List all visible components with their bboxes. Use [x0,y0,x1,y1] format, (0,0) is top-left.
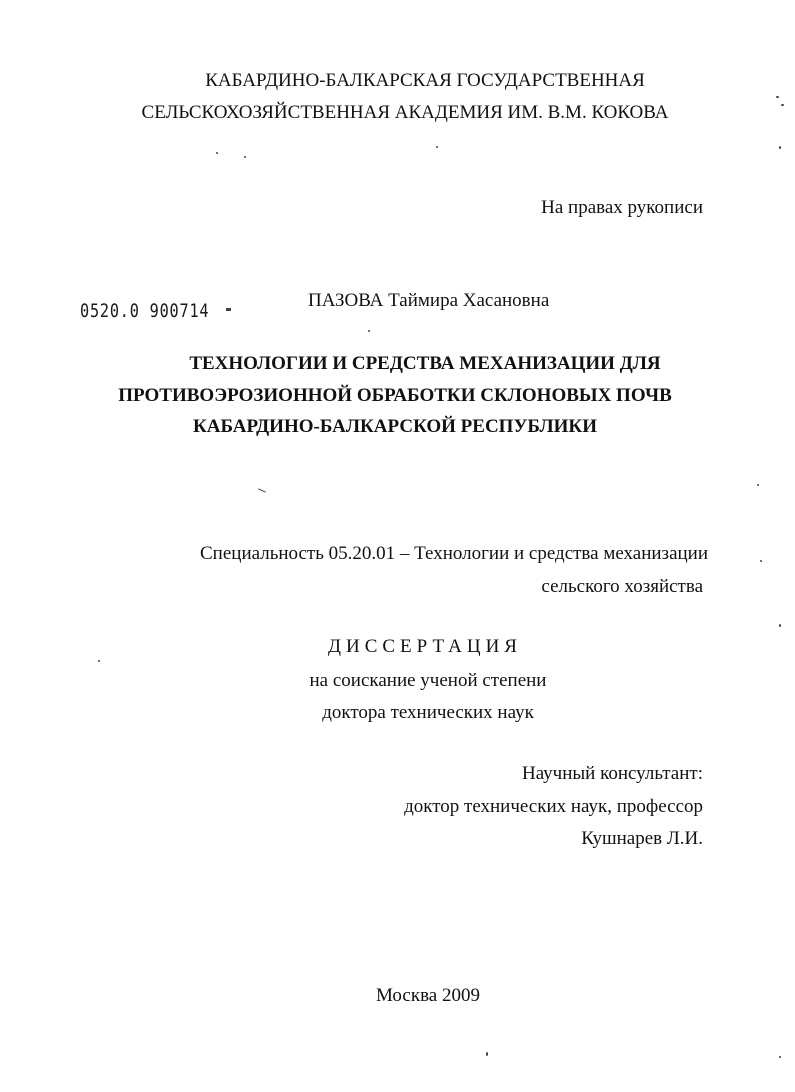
place-and-year: Москва 2009 [376,985,480,1006]
dissertation-heading: ДИССЕРТАЦИЯ [328,636,522,657]
scan-speck [486,1052,488,1056]
scan-speck [779,1056,781,1058]
scan-speck [757,484,759,486]
scan-speck [779,624,781,627]
institution-line-1: КАБАРДИНО-БАЛКАРСКАЯ ГОСУДАРСТВЕННАЯ [205,70,645,91]
scan-speck [226,308,231,311]
scan-speck [760,560,762,562]
consultant-name: Кушнарев Л.И. [581,828,703,849]
scan-speck [781,104,784,106]
scan-speck [368,330,370,332]
author-name: ПАЗОВА Таймира Хасановна [308,290,550,311]
scan-speck [779,146,781,149]
scan-speck [98,660,100,662]
title-line-3: КАБАРДИНО-БАЛКАРСКОЙ РЕСПУБЛИКИ [192,416,597,437]
title-line-2: ПРОТИВОЭРОЗИОННОЙ ОБРАБОТКИ СКЛОНОВЫХ ПОЧВ [118,385,672,406]
manuscript-note: На правах рукописи [541,197,703,218]
scan-speck [216,152,218,154]
consultant-credentials: доктор технических наук, профессор [404,796,703,817]
specialty-line-1: Специальность 05.20.01 – Технологии и средства механизации [200,543,708,564]
degree-line-1: на соискание ученой степени [309,670,547,691]
specialty-line-2: сельского хозяйства [541,576,703,597]
institution-line-2: СЕЛЬСКОХОЗЯЙСТВЕННАЯ АКАДЕМИЯ ИМ. В.М. КОКОВА [141,102,669,123]
scan-speck [244,156,246,158]
degree-line-2: доктора технических наук [322,702,534,723]
consultant-label: Научный консультант: [521,763,703,784]
title-line-1: ТЕХНОЛОГИИ И СРЕДСТВА МЕХАНИЗАЦИИ ДЛЯ [189,353,661,374]
scan-speck [258,488,266,492]
library-stamp-number: 0520.0 900714 [80,300,210,322]
scan-speck [776,96,779,98]
scan-speck [436,146,438,148]
